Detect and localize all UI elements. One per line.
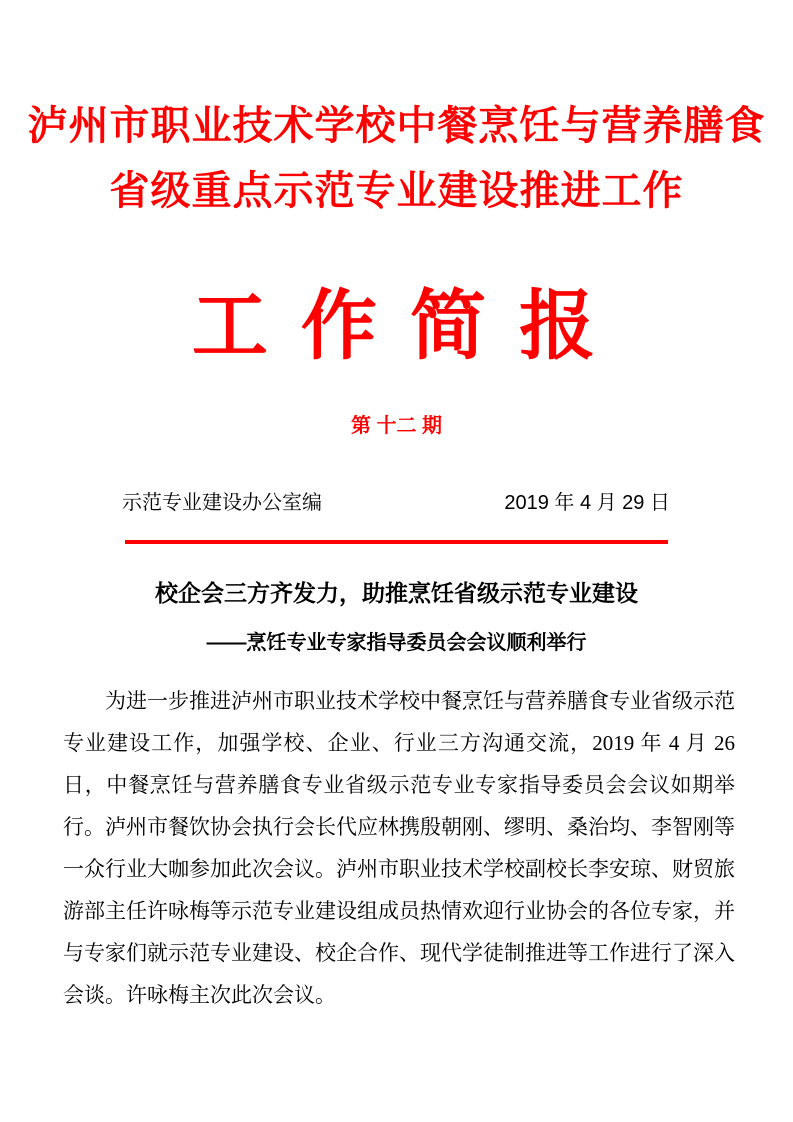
article-subheadline: ——烹饪专业专家指导委员会会议顺利举行 xyxy=(206,632,587,654)
masthead-title: 工 作 简 报 xyxy=(191,284,602,369)
article-headline: 校企会三方齐发力，助推烹饪省级示范专业建设 xyxy=(155,580,638,606)
document-title xyxy=(0,94,793,224)
document-title-line2: 省级重点示范专业建设推进工作 xyxy=(109,169,684,213)
red-divider-rule xyxy=(125,540,668,544)
issue-date: 2019 年 4 月 29 日 xyxy=(504,492,670,514)
byline-row xyxy=(122,488,670,518)
issue-number: 第 十二 期 xyxy=(350,415,443,437)
editor-label: 示范专业建设办公室编 xyxy=(122,492,322,514)
document-title-line1: 泸州市职业技术学校中餐烹饪与营养膳食 xyxy=(27,104,766,148)
article-paragraph: 为进一步推进泸州市职业技术学校中餐烹饪与营养膳食专业省级示范专业建设工作，加强学校、企业、行业三方沟通交流，2019 年 4 月 26 日，中餐烹饪与营养膳食专业省级示范专业专家指导委员会会议如期举行。泸州市餐饮协会执行会长代应林携殷朝刚、缪明、桑治均、李智刚等一众行业大咖参加此次会议。泸州市职业技术学校副校长李安琼、财贸旅游部主任许咏梅等示范专业建设组成员热情欢迎行业协会的各位专家，并与专家们就示范专业建设、校企合作、现代学徒制推进等工作进行了深入会谈。许咏梅主次此次会议。 xyxy=(63,689,735,1007)
